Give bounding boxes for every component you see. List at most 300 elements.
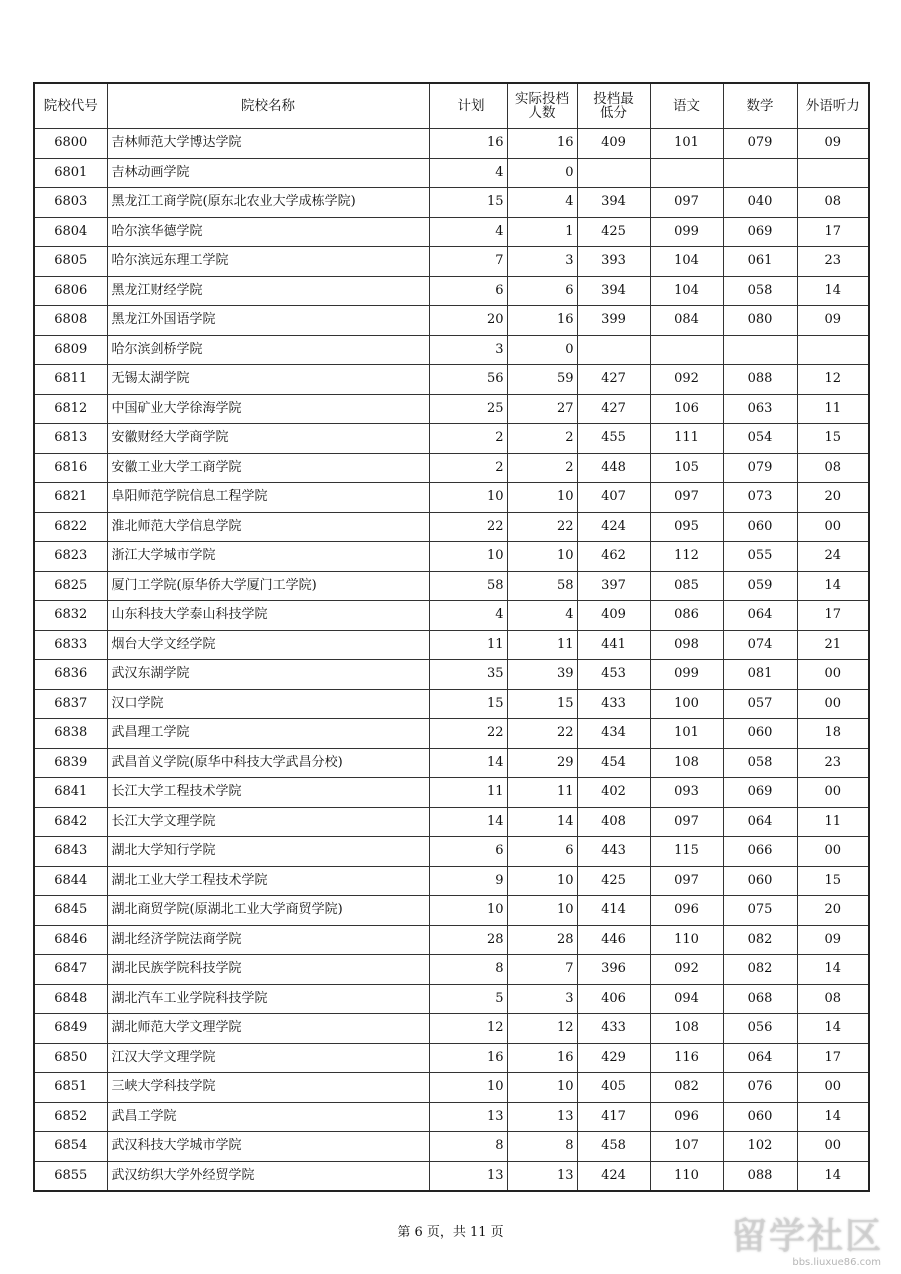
cell-foreign-listening-score: 17	[797, 217, 869, 247]
cell-school-name: 淮北师范大学信息学院	[107, 512, 429, 542]
cell-chinese-score: 111	[650, 424, 723, 454]
cell-school-code: 6811	[34, 365, 107, 395]
cell-foreign-listening-score: 17	[797, 1043, 869, 1073]
cell-foreign-listening-score: 14	[797, 955, 869, 985]
cell-math-score: 082	[723, 925, 797, 955]
cell-foreign-listening-score: 11	[797, 807, 869, 837]
cell-school-code: 6843	[34, 837, 107, 867]
cell-math-score	[723, 158, 797, 188]
cell-school-code: 6847	[34, 955, 107, 985]
header-min-score: 投档最低分	[577, 83, 650, 129]
cell-actual-count: 15	[507, 689, 577, 719]
cell-actual-count: 3	[507, 247, 577, 277]
cell-plan: 2	[429, 424, 507, 454]
cell-min-score: 424	[577, 1161, 650, 1191]
cell-school-name: 武昌工学院	[107, 1102, 429, 1132]
cell-min-score: 394	[577, 276, 650, 306]
cell-math-score: 060	[723, 512, 797, 542]
cell-actual-count: 11	[507, 630, 577, 660]
cell-school-name: 无锡太湖学院	[107, 365, 429, 395]
cell-foreign-listening-score: 24	[797, 542, 869, 572]
cell-actual-count: 7	[507, 955, 577, 985]
cell-actual-count: 13	[507, 1102, 577, 1132]
cell-foreign-listening-score: 15	[797, 866, 869, 896]
cell-math-score: 040	[723, 188, 797, 218]
table-row	[34, 925, 869, 955]
cell-math-score: 054	[723, 424, 797, 454]
cell-min-score: 414	[577, 896, 650, 926]
cell-actual-count: 12	[507, 1014, 577, 1044]
cell-school-name: 吉林动画学院	[107, 158, 429, 188]
cell-chinese-score: 110	[650, 1161, 723, 1191]
cell-chinese-score: 101	[650, 129, 723, 159]
header-school-code: 院校代号	[34, 83, 107, 129]
cell-plan: 13	[429, 1102, 507, 1132]
table-row	[34, 276, 869, 306]
cell-plan: 4	[429, 217, 507, 247]
cell-actual-count: 16	[507, 1043, 577, 1073]
cell-min-score: 408	[577, 807, 650, 837]
cell-foreign-listening-score: 23	[797, 748, 869, 778]
cell-school-code: 6849	[34, 1014, 107, 1044]
cell-chinese-score: 105	[650, 453, 723, 483]
cell-school-code: 6845	[34, 896, 107, 926]
cell-actual-count: 27	[507, 394, 577, 424]
table-row	[34, 807, 869, 837]
cell-min-score: 427	[577, 394, 650, 424]
cell-math-score: 080	[723, 306, 797, 336]
cell-actual-count: 16	[507, 129, 577, 159]
cell-min-score: 443	[577, 837, 650, 867]
cell-min-score: 453	[577, 660, 650, 690]
cell-chinese-score: 100	[650, 689, 723, 719]
cell-min-score: 429	[577, 1043, 650, 1073]
table-row	[34, 689, 869, 719]
table-row	[34, 984, 869, 1014]
cell-actual-count: 58	[507, 571, 577, 601]
cell-actual-count: 13	[507, 1161, 577, 1191]
cell-min-score: 454	[577, 748, 650, 778]
cell-plan: 25	[429, 394, 507, 424]
cell-plan: 13	[429, 1161, 507, 1191]
cell-foreign-listening-score	[797, 335, 869, 365]
cell-school-code: 6854	[34, 1132, 107, 1162]
cell-plan: 3	[429, 335, 507, 365]
site-watermark	[723, 1208, 893, 1268]
cell-math-score: 081	[723, 660, 797, 690]
table-row	[34, 719, 869, 749]
table-row	[34, 866, 869, 896]
table-row	[34, 896, 869, 926]
cell-chinese-score: 093	[650, 778, 723, 808]
cell-school-code: 6846	[34, 925, 107, 955]
header-math: 数学	[723, 83, 797, 129]
cell-foreign-listening-score: 00	[797, 512, 869, 542]
cell-school-code: 6801	[34, 158, 107, 188]
cell-min-score: 425	[577, 866, 650, 896]
cell-chinese-score	[650, 158, 723, 188]
table-row	[34, 1161, 869, 1191]
cell-plan: 6	[429, 276, 507, 306]
cell-school-name: 黑龙江工商学院(原东北农业大学成栋学院)	[107, 188, 429, 218]
cell-actual-count: 6	[507, 276, 577, 306]
cell-school-name: 武昌首义学院(原华中科技大学武昌分校)	[107, 748, 429, 778]
table-row	[34, 365, 869, 395]
cell-actual-count: 4	[507, 601, 577, 631]
cell-foreign-listening-score: 15	[797, 424, 869, 454]
cell-school-name: 武汉科技大学城市学院	[107, 1132, 429, 1162]
cell-foreign-listening-score: 08	[797, 188, 869, 218]
cell-min-score: 409	[577, 601, 650, 631]
cell-school-name: 湖北民族学院科技学院	[107, 955, 429, 985]
cell-school-name: 吉林师范大学博达学院	[107, 129, 429, 159]
cell-min-score: 434	[577, 719, 650, 749]
cell-min-score: 393	[577, 247, 650, 277]
cell-chinese-score: 084	[650, 306, 723, 336]
cell-chinese-score: 097	[650, 807, 723, 837]
cell-plan: 14	[429, 807, 507, 837]
cell-min-score: 405	[577, 1073, 650, 1103]
cell-foreign-listening-score: 11	[797, 394, 869, 424]
cell-school-code: 6833	[34, 630, 107, 660]
cell-actual-count: 29	[507, 748, 577, 778]
cell-foreign-listening-score: 00	[797, 689, 869, 719]
cell-plan: 14	[429, 748, 507, 778]
cell-math-score: 068	[723, 984, 797, 1014]
cell-math-score: 055	[723, 542, 797, 572]
cell-actual-count: 39	[507, 660, 577, 690]
table-row	[34, 129, 869, 159]
cell-chinese-score: 107	[650, 1132, 723, 1162]
cell-plan: 2	[429, 453, 507, 483]
cell-school-name: 哈尔滨华德学院	[107, 217, 429, 247]
cell-min-score: 433	[577, 1014, 650, 1044]
cell-plan: 28	[429, 925, 507, 955]
cell-plan: 16	[429, 129, 507, 159]
header-chinese: 语文	[650, 83, 723, 129]
cell-school-code: 6855	[34, 1161, 107, 1191]
header-school-name: 院校名称	[107, 83, 429, 129]
table-row	[34, 1132, 869, 1162]
cell-plan: 35	[429, 660, 507, 690]
cell-school-name: 湖北师范大学文理学院	[107, 1014, 429, 1044]
cell-school-name: 三峡大学科技学院	[107, 1073, 429, 1103]
cell-school-name: 烟台大学文经学院	[107, 630, 429, 660]
cell-min-score: 406	[577, 984, 650, 1014]
cell-foreign-listening-score: 20	[797, 483, 869, 513]
cell-plan: 16	[429, 1043, 507, 1073]
cell-min-score: 417	[577, 1102, 650, 1132]
cell-chinese-score: 097	[650, 866, 723, 896]
cell-plan: 8	[429, 955, 507, 985]
cell-school-code: 6809	[34, 335, 107, 365]
cell-min-score: 409	[577, 129, 650, 159]
cell-plan: 8	[429, 1132, 507, 1162]
page-footer: 第 6 页，共 11 页	[397, 1225, 504, 1240]
cell-school-name: 厦门工学院(原华侨大学厦门工学院)	[107, 571, 429, 601]
table-row	[34, 306, 869, 336]
cell-school-code: 6837	[34, 689, 107, 719]
cell-math-score: 058	[723, 276, 797, 306]
cell-foreign-listening-score: 18	[797, 719, 869, 749]
cell-actual-count: 14	[507, 807, 577, 837]
cell-actual-count: 1	[507, 217, 577, 247]
cell-foreign-listening-score: 17	[797, 601, 869, 631]
cell-chinese-score: 099	[650, 217, 723, 247]
cell-min-score	[577, 158, 650, 188]
cell-actual-count: 0	[507, 158, 577, 188]
cell-min-score: 427	[577, 365, 650, 395]
cell-math-score: 057	[723, 689, 797, 719]
cell-school-name: 浙江大学城市学院	[107, 542, 429, 572]
cell-math-score: 088	[723, 1161, 797, 1191]
cell-school-name: 湖北经济学院法商学院	[107, 925, 429, 955]
cell-foreign-listening-score: 00	[797, 1073, 869, 1103]
cell-min-score: 448	[577, 453, 650, 483]
cell-math-score: 073	[723, 483, 797, 513]
cell-foreign-listening-score: 08	[797, 984, 869, 1014]
cell-min-score: 397	[577, 571, 650, 601]
cell-min-score: 446	[577, 925, 650, 955]
cell-school-name: 武汉纺织大学外经贸学院	[107, 1161, 429, 1191]
cell-foreign-listening-score: 14	[797, 571, 869, 601]
cell-school-code: 6822	[34, 512, 107, 542]
cell-school-code: 6800	[34, 129, 107, 159]
cell-min-score: 399	[577, 306, 650, 336]
cell-school-code: 6805	[34, 247, 107, 277]
cell-actual-count: 8	[507, 1132, 577, 1162]
cell-math-score: 061	[723, 247, 797, 277]
cell-min-score: 433	[577, 689, 650, 719]
cell-plan: 12	[429, 1014, 507, 1044]
cell-math-score: 082	[723, 955, 797, 985]
cell-school-name: 中国矿业大学徐海学院	[107, 394, 429, 424]
cell-math-score: 066	[723, 837, 797, 867]
cell-min-score: 396	[577, 955, 650, 985]
cell-chinese-score: 095	[650, 512, 723, 542]
cell-chinese-score: 082	[650, 1073, 723, 1103]
cell-school-name: 长江大学工程技术学院	[107, 778, 429, 808]
cell-plan: 56	[429, 365, 507, 395]
table-row	[34, 394, 869, 424]
table-row	[34, 1043, 869, 1073]
cell-math-score: 076	[723, 1073, 797, 1103]
admission-score-table	[33, 82, 870, 1192]
cell-school-code: 6825	[34, 571, 107, 601]
cell-math-score: 060	[723, 719, 797, 749]
cell-school-code: 6848	[34, 984, 107, 1014]
cell-plan: 10	[429, 483, 507, 513]
cell-plan: 11	[429, 630, 507, 660]
cell-math-score: 069	[723, 778, 797, 808]
watermark-logo-text: 留学社区	[730, 1216, 883, 1257]
cell-chinese-score	[650, 335, 723, 365]
table-row	[34, 158, 869, 188]
cell-school-name: 安徽工业大学工商学院	[107, 453, 429, 483]
cell-school-name: 武昌理工学院	[107, 719, 429, 749]
cell-plan: 20	[429, 306, 507, 336]
cell-school-code: 6816	[34, 453, 107, 483]
cell-plan: 10	[429, 1073, 507, 1103]
cell-chinese-score: 104	[650, 276, 723, 306]
cell-chinese-score: 097	[650, 483, 723, 513]
cell-actual-count: 10	[507, 866, 577, 896]
cell-chinese-score: 115	[650, 837, 723, 867]
cell-chinese-score: 098	[650, 630, 723, 660]
table-row	[34, 571, 869, 601]
watermark-url: bbs.liuxue86.com	[792, 1257, 881, 1268]
cell-plan: 58	[429, 571, 507, 601]
cell-math-score: 064	[723, 1043, 797, 1073]
cell-foreign-listening-score: 09	[797, 129, 869, 159]
cell-foreign-listening-score	[797, 158, 869, 188]
cell-plan: 6	[429, 837, 507, 867]
cell-chinese-score: 092	[650, 955, 723, 985]
cell-actual-count: 0	[507, 335, 577, 365]
cell-school-name: 哈尔滨剑桥学院	[107, 335, 429, 365]
cell-school-name: 汉口学院	[107, 689, 429, 719]
cell-foreign-listening-score: 23	[797, 247, 869, 277]
cell-math-score: 064	[723, 807, 797, 837]
cell-math-score: 088	[723, 365, 797, 395]
cell-plan: 15	[429, 188, 507, 218]
cell-school-name: 长江大学文理学院	[107, 807, 429, 837]
cell-school-name: 阜阳师范学院信息工程学院	[107, 483, 429, 513]
table-row	[34, 778, 869, 808]
cell-foreign-listening-score: 00	[797, 837, 869, 867]
cell-foreign-listening-score: 00	[797, 660, 869, 690]
table-row	[34, 955, 869, 985]
cell-foreign-listening-score: 14	[797, 1102, 869, 1132]
cell-actual-count: 22	[507, 719, 577, 749]
cell-chinese-score: 086	[650, 601, 723, 631]
cell-math-score: 060	[723, 866, 797, 896]
cell-foreign-listening-score: 12	[797, 365, 869, 395]
cell-actual-count: 28	[507, 925, 577, 955]
cell-school-code: 6851	[34, 1073, 107, 1103]
table-row	[34, 660, 869, 690]
cell-plan: 15	[429, 689, 507, 719]
cell-school-code: 6821	[34, 483, 107, 513]
cell-math-score: 069	[723, 217, 797, 247]
cell-math-score: 056	[723, 1014, 797, 1044]
cell-school-code: 6842	[34, 807, 107, 837]
cell-actual-count: 59	[507, 365, 577, 395]
cell-math-score: 064	[723, 601, 797, 631]
cell-chinese-score: 116	[650, 1043, 723, 1073]
header-foreign-listening: 外语听力	[797, 83, 869, 129]
cell-math-score: 079	[723, 129, 797, 159]
cell-foreign-listening-score: 00	[797, 1132, 869, 1162]
cell-school-name: 山东科技大学泰山科技学院	[107, 601, 429, 631]
cell-plan: 10	[429, 896, 507, 926]
cell-foreign-listening-score: 08	[797, 453, 869, 483]
table-row	[34, 453, 869, 483]
cell-plan: 22	[429, 512, 507, 542]
cell-min-score: 441	[577, 630, 650, 660]
cell-foreign-listening-score: 14	[797, 276, 869, 306]
cell-min-score: 407	[577, 483, 650, 513]
cell-math-score: 079	[723, 453, 797, 483]
cell-plan: 4	[429, 601, 507, 631]
cell-chinese-score: 085	[650, 571, 723, 601]
cell-foreign-listening-score: 20	[797, 896, 869, 926]
cell-chinese-score: 112	[650, 542, 723, 572]
cell-actual-count: 10	[507, 1073, 577, 1103]
cell-actual-count: 10	[507, 896, 577, 926]
cell-plan: 11	[429, 778, 507, 808]
cell-math-score: 074	[723, 630, 797, 660]
cell-foreign-listening-score: 14	[797, 1161, 869, 1191]
cell-min-score: 462	[577, 542, 650, 572]
cell-min-score: 402	[577, 778, 650, 808]
table-row	[34, 188, 869, 218]
cell-actual-count: 10	[507, 542, 577, 572]
cell-math-score: 102	[723, 1132, 797, 1162]
cell-min-score: 455	[577, 424, 650, 454]
table-row	[34, 748, 869, 778]
cell-foreign-listening-score: 09	[797, 306, 869, 336]
cell-plan: 10	[429, 542, 507, 572]
cell-school-name: 武汉东湖学院	[107, 660, 429, 690]
cell-school-name: 安徽财经大学商学院	[107, 424, 429, 454]
cell-min-score: 458	[577, 1132, 650, 1162]
cell-chinese-score: 092	[650, 365, 723, 395]
cell-school-code: 6823	[34, 542, 107, 572]
cell-school-code: 6850	[34, 1043, 107, 1073]
cell-plan: 4	[429, 158, 507, 188]
cell-plan: 5	[429, 984, 507, 1014]
table-row	[34, 247, 869, 277]
cell-math-score	[723, 335, 797, 365]
cell-actual-count: 16	[507, 306, 577, 336]
cell-plan: 9	[429, 866, 507, 896]
cell-school-name: 湖北汽车工业学院科技学院	[107, 984, 429, 1014]
table-row	[34, 335, 869, 365]
cell-school-code: 6808	[34, 306, 107, 336]
cell-math-score: 058	[723, 748, 797, 778]
table-row	[34, 1073, 869, 1103]
cell-chinese-score: 104	[650, 247, 723, 277]
cell-school-name: 江汉大学文理学院	[107, 1043, 429, 1073]
cell-actual-count: 11	[507, 778, 577, 808]
cell-school-code: 6832	[34, 601, 107, 631]
cell-chinese-score: 110	[650, 925, 723, 955]
cell-min-score: 424	[577, 512, 650, 542]
cell-school-name: 湖北大学知行学院	[107, 837, 429, 867]
cell-school-code: 6838	[34, 719, 107, 749]
cell-foreign-listening-score: 21	[797, 630, 869, 660]
cell-foreign-listening-score: 09	[797, 925, 869, 955]
cell-actual-count: 2	[507, 424, 577, 454]
table-row	[34, 542, 869, 572]
cell-chinese-score: 096	[650, 1102, 723, 1132]
table-body	[34, 129, 869, 1192]
table-row	[34, 837, 869, 867]
cell-school-code: 6836	[34, 660, 107, 690]
cell-math-score: 063	[723, 394, 797, 424]
table-row	[34, 217, 869, 247]
cell-school-code: 6804	[34, 217, 107, 247]
header-actual-count: 实际投档人数	[507, 83, 577, 129]
cell-chinese-score: 096	[650, 896, 723, 926]
cell-school-code: 6852	[34, 1102, 107, 1132]
cell-school-name: 湖北商贸学院(原湖北工业大学商贸学院)	[107, 896, 429, 926]
cell-math-score: 060	[723, 1102, 797, 1132]
cell-chinese-score: 101	[650, 719, 723, 749]
cell-plan: 7	[429, 247, 507, 277]
cell-actual-count: 22	[507, 512, 577, 542]
